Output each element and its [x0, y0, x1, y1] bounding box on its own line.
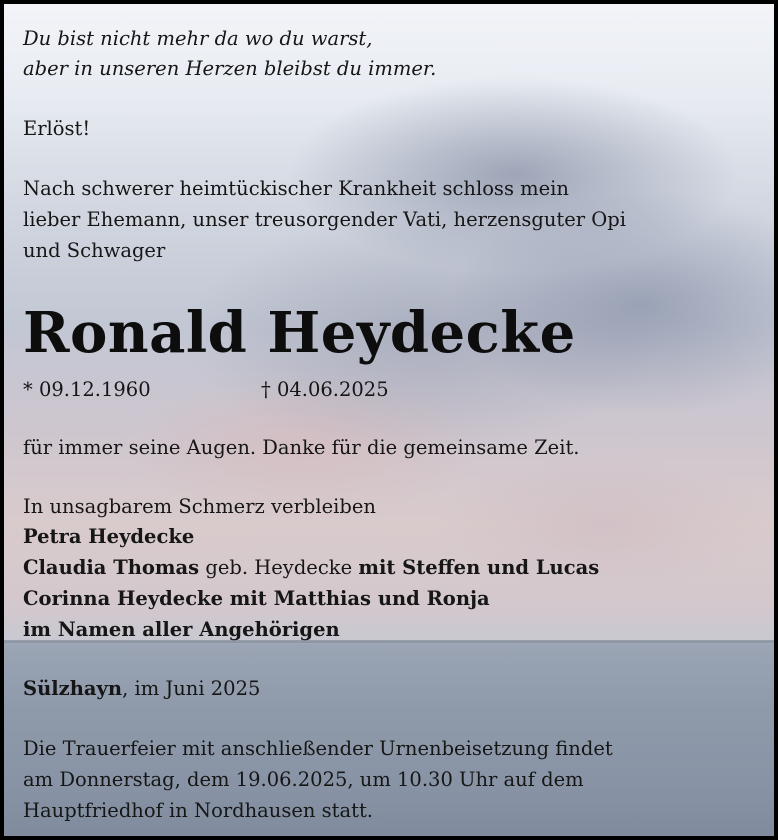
mourners-intro: In unsagbarem Schmerz verbleiben — [23, 495, 376, 518]
birth-date: * 09.12.1960 — [23, 378, 151, 401]
place-name: Sülzhayn — [23, 677, 123, 700]
mourner-name: Claudia Thomas — [23, 556, 200, 579]
deceased-name: Ronald Heydecke — [23, 300, 576, 366]
released-text: Erlöst! — [23, 117, 91, 140]
epitaph-line-1: Du bist nicht mehr da wo du warst, — [23, 27, 373, 50]
funeral-line-2: am Donnerstag, dem 19.06.2025, um 10.30 Uhr auf dem — [23, 768, 584, 791]
epitaph-line-2: aber in unseren Herzen bleibst du immer. — [23, 57, 437, 80]
date-text: , im Juni 2025 — [122, 677, 261, 700]
mourner-family: mit Steffen und Lucas — [358, 556, 600, 579]
mourner-birth-name: geb. Heydecke — [199, 556, 359, 579]
death-date: † 04.06.2025 — [261, 378, 389, 401]
mourner-line-3: Corinna Heydecke mit Matthias und Ronja — [23, 587, 490, 610]
intro-line-1: Nach schwerer heimtückischer Krankheit schloss mein — [23, 177, 569, 200]
mourner-line-2 — [23, 553, 599, 583]
intro-line-3: und Schwager — [23, 239, 166, 262]
funeral-line-3: Hauptfriedhof in Nordhausen statt. — [23, 799, 374, 822]
place-date — [23, 674, 260, 704]
intro-line-2: lieber Ehemann, unser treusorgender Vati, herzensguter Opi — [23, 208, 626, 231]
mourner-line-1: Petra Heydecke — [23, 525, 195, 548]
funeral-line-1: Die Trauerfeier mit anschließender Urnenbeisetzung findet — [23, 737, 613, 760]
mourner-line-4: im Namen aller Angehörigen — [23, 618, 340, 641]
closing-text: für immer seine Augen. Danke für die gemeinsame Zeit. — [23, 436, 580, 459]
